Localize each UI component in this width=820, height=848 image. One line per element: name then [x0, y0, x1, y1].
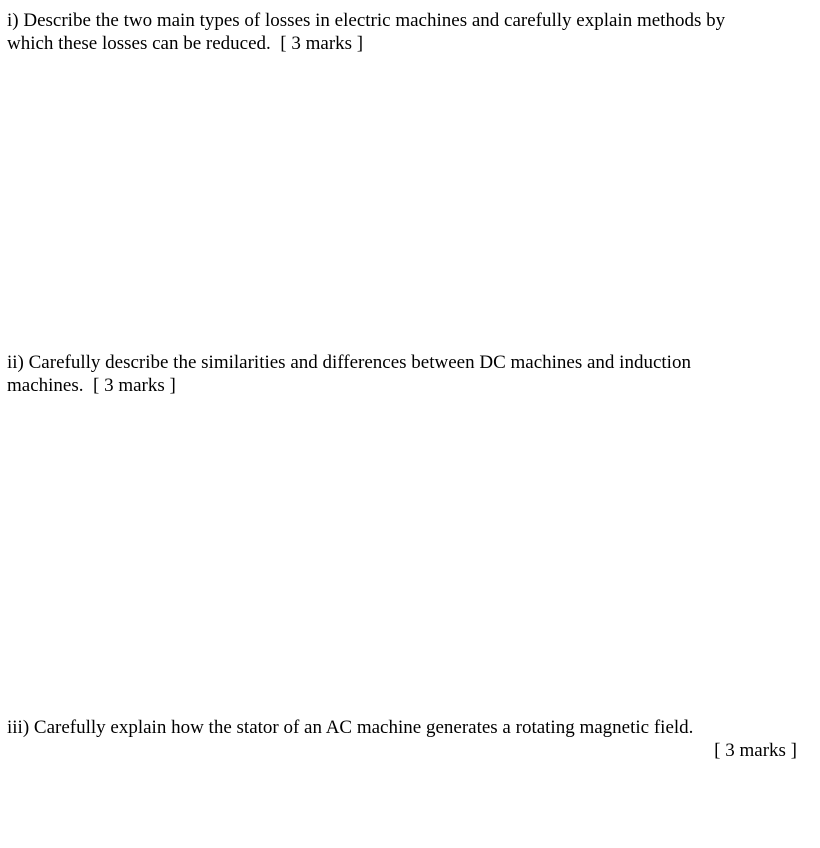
- question-3-text-line-1: iii) Carefully explain how the stator of an AC machine generates a rotating magnetic field.: [7, 717, 694, 738]
- answer-space-3: [7, 766, 807, 842]
- question-3: [7, 716, 807, 762]
- question-1-text-line-2: [7, 32, 807, 55]
- question-2-text-line-2: [7, 374, 807, 397]
- question-2: [7, 351, 807, 397]
- question-2-marks: [ 3 marks ]: [93, 375, 176, 396]
- question-1: [7, 9, 807, 55]
- question-1-marks: [ 3 marks ]: [280, 33, 364, 54]
- question-1-text-line-2-body: which these losses can be reduced.: [7, 33, 271, 54]
- question-2-text-line-1: ii) Carefully describe the similarities and differences between DC machines and induction: [7, 352, 691, 373]
- answer-space-1: [7, 60, 807, 345]
- question-2-text-line-2-body: machines.: [7, 375, 84, 396]
- question-3-marks: [ 3 marks ]: [714, 740, 797, 761]
- question-1-text-line-1: i) Describe the two main types of losses in electric machines and carefully explain methods by: [7, 10, 726, 31]
- question-3-marks-row: [7, 739, 797, 762]
- answer-space-2: [7, 400, 807, 710]
